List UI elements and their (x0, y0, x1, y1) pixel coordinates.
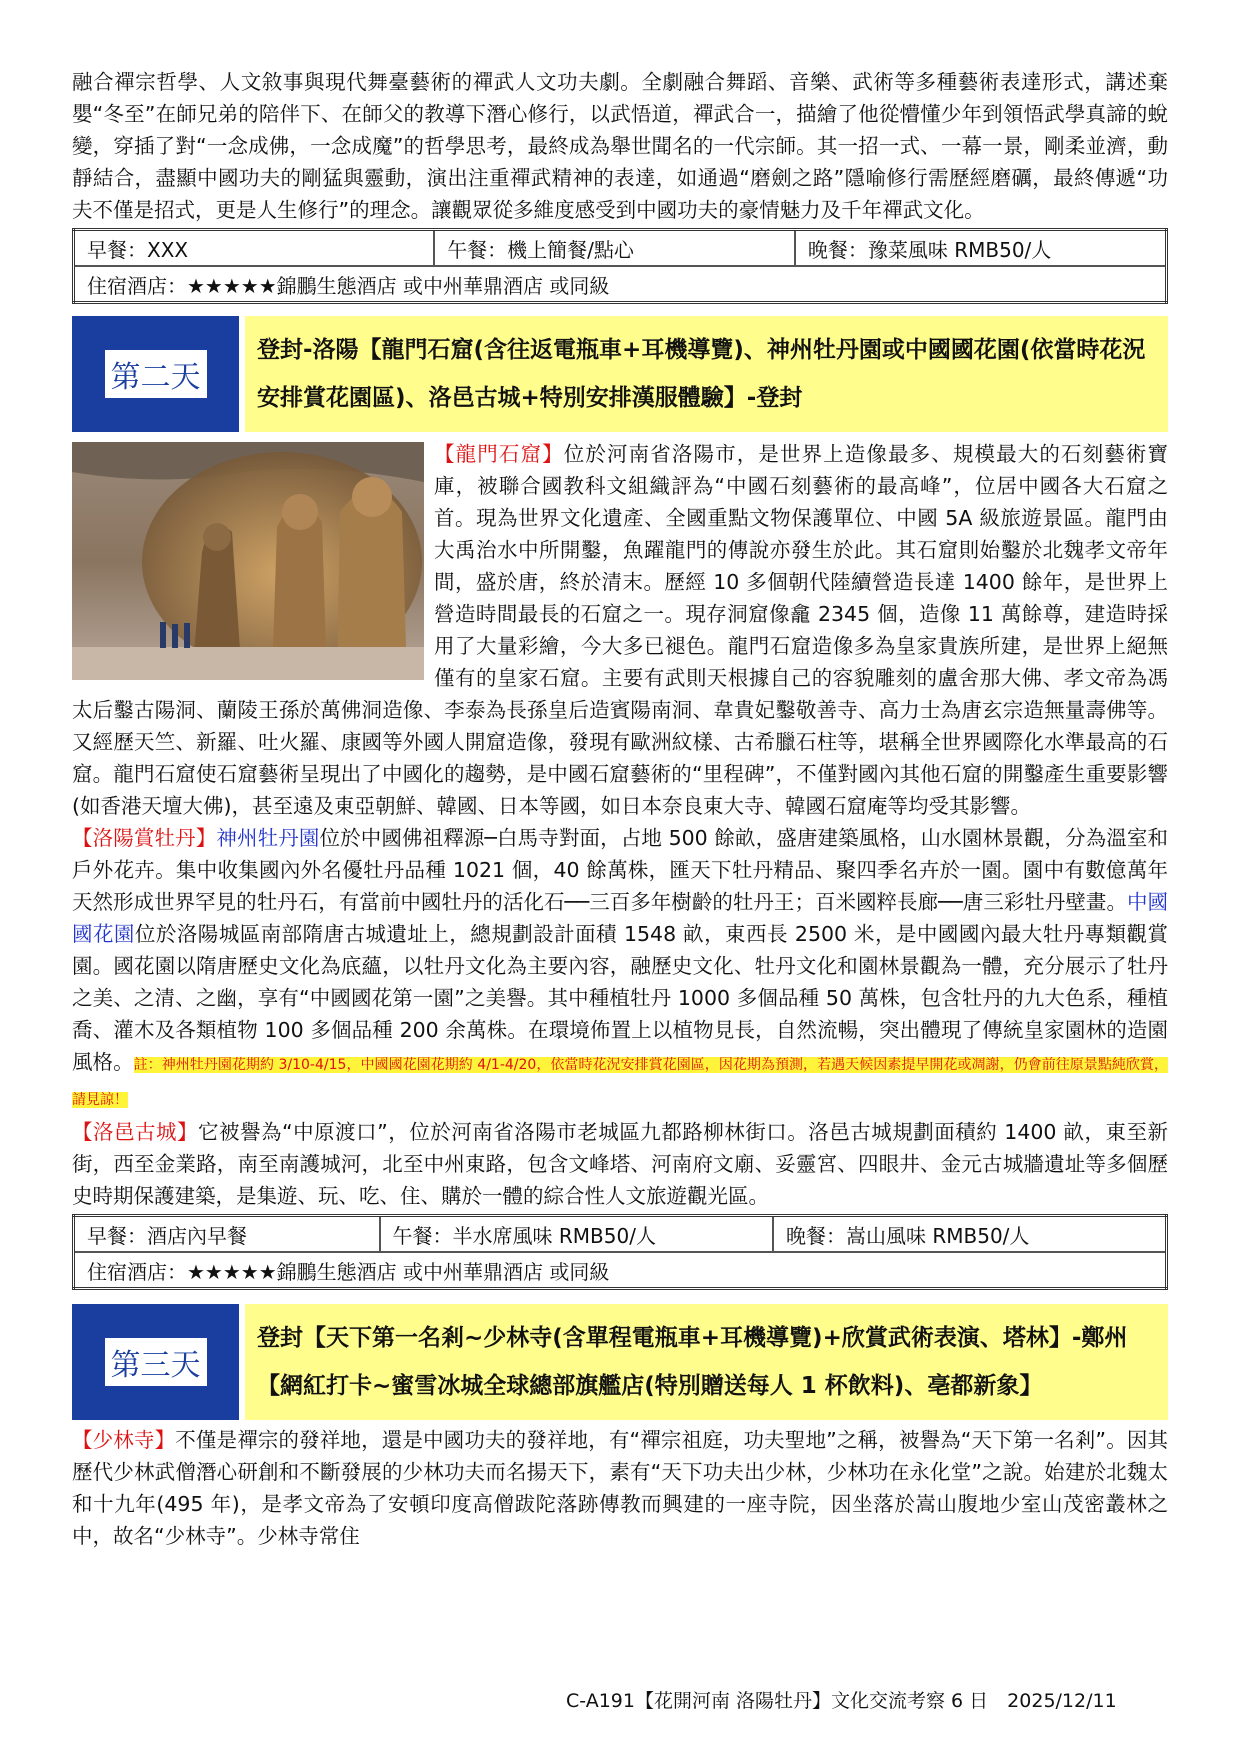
day1-dinner: 晚餐：豫菜風味 RMB50/人 (795, 230, 1167, 267)
peony-garden-link-2: 中國國花園 (72, 890, 1168, 946)
day2-title: 登封-洛陽【龍門石窟(含往返電瓶車+耳機導覽)、神州牡丹園或中國國花園(依當時花況安排賞花園區)、洛邑古城+特別安排漢服體驗】-登封 (245, 316, 1168, 432)
luoyi-tag: 【洛邑古城】 (72, 1120, 199, 1144)
day3-label: 第三天 (105, 1338, 207, 1386)
shaolin-paragraph (72, 1424, 1168, 1552)
shaolin-tag: 【少林寺】 (72, 1428, 176, 1452)
page-content (72, 64, 1168, 1552)
day1-meals-table (72, 228, 1168, 304)
day2-header (72, 316, 1168, 432)
peony-garden-link-1: 神州牡丹園 (216, 826, 320, 850)
longmen-tag: 【龍門石窟】 (434, 442, 564, 466)
day2-label: 第二天 (105, 350, 207, 398)
peony-note: 註：神州牡丹園花期約 3/10-4/15，中國國花園花期約 4/1-4/20，依當時花況安排賞花園區，因花期為預測，若遇天候因素提早開花或凋謝，仍會前往原景點純欣賞，請見諒！ (72, 1057, 1168, 1108)
peony-text-2: 位於洛陽城區南部隋唐古城遺址上，總規劃設計面積 1548 畝，東西長 2500 米，是中國國內最大牡丹專類觀賞園。國花園以隋唐歷史文化為底蘊，以牡丹文化為主要內容，融歷史文化、牡丹文化和園林景觀為一體，充分展示了牡丹之美、之清、之幽，享有“中國國花第一園”之美譽。其中種植牡丹 1000 多個品種 50 萬株，包含牡丹的九大色系，種植喬、灌木及各類植物 100 多個品種 200 余萬株。在環境佈置上以植物見長，自然流暢，突出體現了傳統皇家園林的造園風格。 (72, 922, 1169, 1074)
longmen-grottoes-photo (72, 442, 424, 680)
peony-text-1: 位於中國佛祖釋源─白馬寺對面，占地 500 餘畝，盛唐建築風格，山水園林景觀，分為溫室和戶外花卉。集中收集國內外名優牡丹品種 1021 個，40 餘萬株，匯天下牡丹精品、聚四季名卉於一園。園中有數億萬年天然形成世界罕見的牡丹石，有當前中國牡丹的活化石──三百多年樹齡的牡丹王；百米國粹長廊──唐三彩牡丹壁畫。 (72, 826, 1168, 914)
day2-body (72, 438, 1168, 1212)
luoyi-paragraph (72, 1116, 1168, 1212)
day3-header (72, 1304, 1168, 1420)
day1-lunch: 午餐：機上簡餐/點心 (434, 230, 795, 267)
intro-paragraph: 融合禪宗哲學、人文敘事與現代舞臺藝術的禪武人文功夫劇。全劇融合舞蹈、音樂、武術等多種藝術表達形式，講述棄嬰“冬至”在師兄弟的陪伴下、在師父的教導下潛心修行，以武悟道，禪武合一，描繪了他從懵懂少年到領悟武學真諦的蛻變，穿插了對“一念成佛，一念成魔”的哲學思考，最終成為舉世聞名的一代宗師。其一招一式、一幕一景，剛柔並濟，動靜結合，盡顯中國功夫的剛猛與靈動，演出注重禪武精神的表達，如通過“磨劍之路”隱喻修行需歷經磨礪，最終傳遞“功夫不僅是招式，更是人生修行”的理念。讓觀眾從多維度感受到中國功夫的豪情魅力及千年禪武文化。 (72, 70, 1168, 222)
day2-breakfast: 早餐：酒店內早餐 (74, 1216, 380, 1253)
day2-label-box (72, 316, 239, 432)
page-footer: C-A191【花開河南 洛陽牡丹】文化交流考察 6 日 2025/12/11 (566, 1690, 1117, 1712)
day1-breakfast: 早餐：XXX (74, 230, 435, 267)
day2-lunch: 午餐：半水席風味 RMB50/人 (380, 1216, 773, 1253)
day2-hotel: 住宿酒店：★★★★★錦鵬生態酒店 或中州華鼎酒店 或同級 (74, 1252, 1167, 1289)
day2-meals-table (72, 1214, 1168, 1290)
day3-title: 登封【天下第一名剎~少林寺(含單程電瓶車+耳機導覽)+欣賞武術表演、塔林】-鄭州【網紅打卡~蜜雪冰城全球總部旗艦店(特別贈送每人 1 杯飲料)、亳都新象】 (245, 1304, 1168, 1420)
day3-label-box (72, 1304, 239, 1420)
day2-dinner: 晚餐：嵩山風味 RMB50/人 (773, 1216, 1167, 1253)
peony-paragraph (72, 822, 1168, 1116)
luoyi-text: 它被譽為“中原渡口”，位於河南省洛陽市老城區九都路柳林街口。洛邑古城規劃面積約 1400 畝，東至新街，西至金業路，南至南護城河，北至中州東路，包含文峰塔、河南府文廟、妥靈宮、四眼井、金元古城牆遺址等多個歷史時期保護建築，是集遊、玩、吃、住、購於一體的綜合性人文旅遊觀光區。 (72, 1120, 1168, 1208)
day1-hotel: 住宿酒店：★★★★★錦鵬生態酒店 或中州華鼎酒店 或同級 (74, 266, 1167, 303)
shaolin-text: 不僅是禪宗的發祥地，還是中國功夫的發祥地，有“禪宗祖庭，功夫聖地”之稱，被譽為“天下第一名剎”。因其歷代少林武僧潛心研創和不斷發展的少林功夫而名揚天下，素有“天下功夫出少林，少林功在永化堂”之說。始建於北魏太和十九年(495 年)，是孝文帝為了安頓印度高僧跋陀落跡傳教而興建的一座寺院，因坐落於嵩山腹地少室山茂密叢林之中，故名“少林寺”。少林寺常住 (72, 1428, 1169, 1548)
peony-tag: 【洛陽賞牡丹】 (72, 826, 217, 850)
longmen-text: 位於河南省洛陽市，是世界上造像最多、規模最大的石刻藝術寶庫，被聯合國教科文組織評為“中國石刻藝術的最高峰”，位居中國各大石窟之首。現為世界文化遺產、全國重點文物保護單位、中國 5A 級旅遊景區。龍門由大禹治水中所開鑿，魚躍龍門的傳說亦發生於此。其石窟則始鑿於北魏孝文帝年間，盛於唐，終於清末。歷經 10 多個朝代陸續營造長達 1400 餘年，是世界上營造時間最長的石窟之一。現存洞窟像龕 2345 個，造像 11 萬餘尊，建造時採用了大量彩繪，今大多已褪色。龍門石窟造像多為皇家貴族所建，是世界上絕無僅有的皇家石窟。主要有武則天根據自己的容貌雕刻的盧舍那大佛、孝文帝為馮太后鑿古陽洞、蘭陵王孫於萬佛洞造像、李泰為長孫皇后造賓陽南洞、韋貴妃鑿敬善寺、高力士為唐玄宗造無量壽佛等。又經歷天竺、新羅、吐火羅、康國等外國人開窟造像，發現有歐洲紋樣、古希臘石柱等，堪稱全世界國際化水準最高的石窟。龍門石窟使石窟藝術呈現出了中國化的趨勢，是中國石窟藝術的“里程碑”，不僅對國內其他石窟的開鑿產生重要影響(如香港天壇大佛)，甚至遠及東亞朝鮮、韓國、日本等國，如日本奈良東大寺、韓國石窟庵等均受其影響。 (72, 442, 1169, 818)
